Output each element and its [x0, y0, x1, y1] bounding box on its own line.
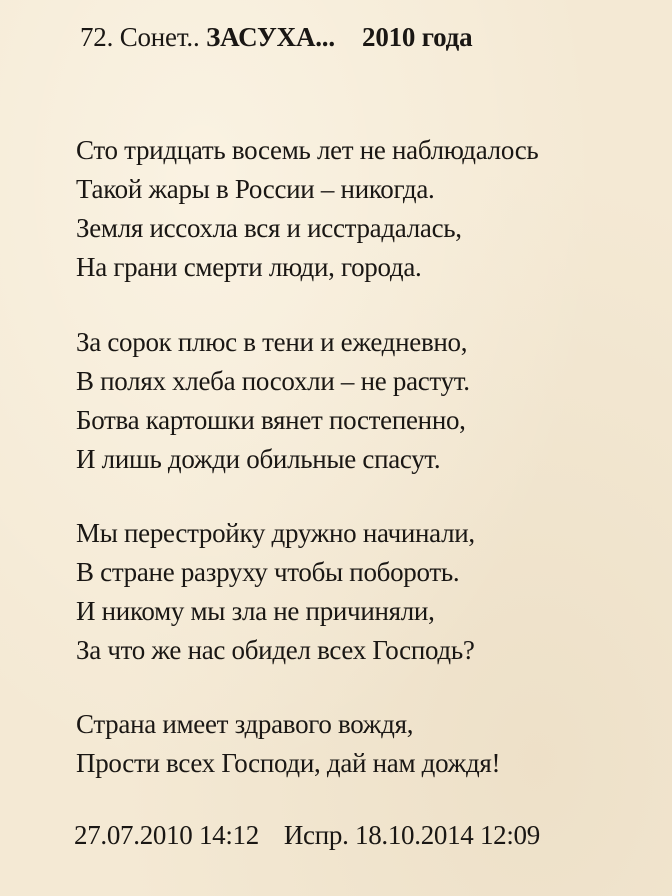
poem-line: На грани смерти люди, города.: [76, 252, 422, 282]
poem-line: Ботва картошки вянет постепенно,: [76, 405, 466, 435]
poem-line: И лишь дожди обильные спасут.: [76, 444, 441, 474]
poem-headline: ЗАСУХА...: [206, 22, 335, 52]
written-date: 27.07.2010 14:12: [74, 820, 259, 850]
date-footer: [74, 818, 540, 852]
stanza-1: [76, 131, 538, 287]
revised-date: Испр. 18.10.2014 12:09: [283, 820, 540, 850]
stanza-2: [76, 323, 470, 479]
poem-line: Такой жары в России – никогда.: [76, 174, 435, 204]
poem-year: 2010 года: [362, 22, 473, 52]
poem-line: И никому мы зла не причиняли,: [76, 596, 435, 626]
poem-title: [80, 22, 472, 52]
poem-line: Сто тридцать восемь лет не наблюдалось: [76, 135, 539, 165]
poem-line: Земля иссохла вся и исстрадалась,: [76, 213, 462, 243]
stanza-4: [76, 705, 500, 783]
poem-line: Прости всех Господи, дай нам дождя!: [76, 748, 501, 778]
poem-number: 72. Сонет..: [80, 22, 200, 52]
poem-line: Страна имеет здравого вождя,: [76, 709, 414, 739]
poem-line: В стране разруху чтобы побороть.: [76, 557, 460, 587]
poem-line: За сорок плюс в тени и ежедневно,: [76, 327, 468, 357]
poem-line: В полях хлеба посохли – не растут.: [76, 366, 470, 396]
poem-line: Мы перестройку дружно начинали,: [76, 518, 475, 548]
poem-line: За что же нас обидел всех Господь?: [76, 635, 475, 665]
stanza-3: [76, 514, 475, 670]
